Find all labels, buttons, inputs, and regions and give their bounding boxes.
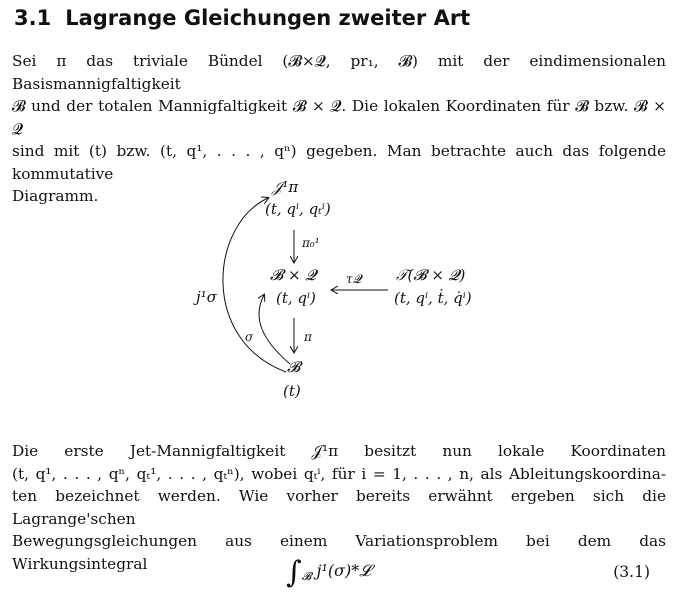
jet-coordinates: (t, qⁱ, qₜⁱ) [265,200,331,218]
section-title: Lagrange Gleichungen zweiter Art [65,6,471,30]
section-number: 3.1 [14,6,52,30]
integral-domain: 𝓑 [301,570,312,584]
paragraph-line: (t, q¹, . . . , qⁿ, qₜ¹, . . . , qₜⁿ), wobei qₜⁱ, für i = 1, . . . , n, als Ableitungskoordina- [12,464,666,483]
tangent-space-label: 𝒯(𝓑 × 𝓠) [396,266,466,284]
total-coordinates: (t, qⁱ) [276,289,316,307]
jet-prolongation-arrow [223,198,286,372]
equation-number: (3.1) [613,563,650,581]
paragraph-line: sind mit (t) bzw. (t, q¹, . . . , qⁿ) gegeben. Man betrachte auch das folgende kommutative [12,142,666,183]
bundle-projection-label: π [304,330,312,344]
total-space-label: 𝓑 × 𝓠 [270,266,317,284]
paragraph-line: Sei π das triviale Bündel (𝓑×𝓠, pr₁, 𝓑) mit der eindimensionalen Basismannigfaltigkeit [12,52,666,93]
base-coordinates: (t) [283,382,301,400]
paragraph-line: 𝓑 und der totalen Mannigfaltigkeit 𝓑 × 𝓠. Die lokalen Koordinaten für 𝓑 bzw. 𝓑 × 𝓠 [12,97,666,138]
paragraph-line: Die erste Jet-Mannigfaltigkeit 𝒥¹π besitzt nun lokale Koordinaten [12,442,666,460]
jet-space-label: 𝒥¹π [272,178,299,196]
paragraph-line: Bewegungsgleichungen aus einem Variationsproblem bei dem das Wirkungsintegral [12,532,666,573]
paragraph-line: ten bezeichnet werden. Wie vorher bereits erwähnt ergeben sich die Lagrange'schen [12,487,666,528]
jet-prolongation-label: j¹σ [196,288,217,306]
tangent-coordinates: (t, qⁱ, ṫ, q̇ⁱ) [394,289,472,307]
paragraph-line: Diagramm. [12,187,99,205]
integral-sign: ∫ [286,555,302,590]
base-space-label: 𝓑 [287,358,301,376]
section-label: σ [245,330,254,344]
tangent-map-label: τ𝓠 [346,272,362,286]
projection-label: π₀¹ [302,236,320,250]
integrand: j¹(σ)*𝓛 [316,561,371,580]
action-integral [286,555,371,590]
